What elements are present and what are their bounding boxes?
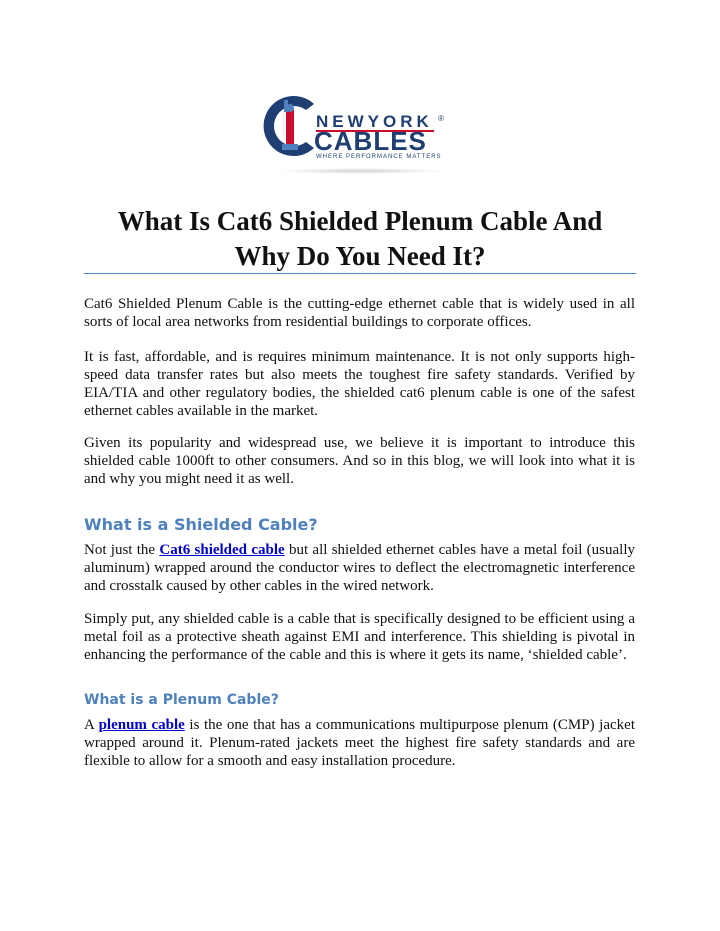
title-line-2: Why Do You Need It? <box>234 241 486 271</box>
logo-registered-mark: ® <box>438 114 444 123</box>
title-divider <box>84 273 636 274</box>
heading-shielded-cable: What is a Shielded Cable? <box>84 515 318 534</box>
logo-wordmark-top: NEWYORK <box>316 112 433 131</box>
logo-wordmark-main: CABLES <box>314 126 427 156</box>
shielded-p1-text-after: but all shielded ethernet cables have a metal foil (usually aluminum) wrapped around the conductor wires to deflect the electromagnetic interference and crosstalk caused by other cables in the wired network. <box>84 542 635 594</box>
plenum-p1-text-after: is the one that has a communications multipurpose plenum (CMP) jacket wrapped around it. Plenum-rated jackets meet the highest fire safety standards and are flexible to allow for a smooth and easy installation procedure. <box>84 717 635 769</box>
shielded-paragraph-2: Simply put, any shielded cable is a cable that is specifically designed to be efficient using a metal foil as a protective sheath against EMI and interference. This shielding is pivotal in enhancing the performance of the cable and this is where it gets its name, ‘shielded cable’. <box>84 611 635 663</box>
logo-tagline: WHERE PERFORMANCE MATTERS <box>316 154 442 160</box>
title-line-1: What Is Cat6 Shielded Plenum Cable And <box>117 206 603 236</box>
intro-paragraph-1: Cat6 Shielded Plenum Cable is the cutting-edge ethernet cable that is widely used in all sorts of local area networks from residential buildings to corporate offices. <box>84 296 635 330</box>
plenum-p1-text-before: A <box>84 717 99 733</box>
shielded-paragraph-1 <box>84 541 635 595</box>
logo-shadow <box>276 168 446 174</box>
statue-of-liberty-c-logo-icon <box>260 90 322 162</box>
shielded-p1-text-before: Not just the <box>84 542 160 558</box>
cat6-shielded-cable-link[interactable]: Cat6 shielded cable <box>159 542 285 558</box>
intro-paragraph-2: It is fast, affordable, and is requires minimum maintenance. It is not only supports high-speed data transfer rates but also meets the toughest fire safety standards. Verified by EIA/TIA and other regulatory bodies, the shielded cat6 plenum cable is one of the safest ethernet cables available in the market. <box>84 349 635 419</box>
new-york-cables-logo <box>256 88 456 178</box>
page-title <box>84 204 636 274</box>
heading-plenum-cable: What is a Plenum Cable? <box>84 692 279 708</box>
plenum-paragraph-1 <box>84 716 635 770</box>
plenum-cable-link[interactable]: plenum cable <box>98 717 185 733</box>
intro-paragraph-3: Given its popularity and widespread use, we believe it is important to introduce this shielded cable 1000ft to other consumers. And so in this blog, we will look into what it is and why you might need it as well. <box>84 435 635 487</box>
